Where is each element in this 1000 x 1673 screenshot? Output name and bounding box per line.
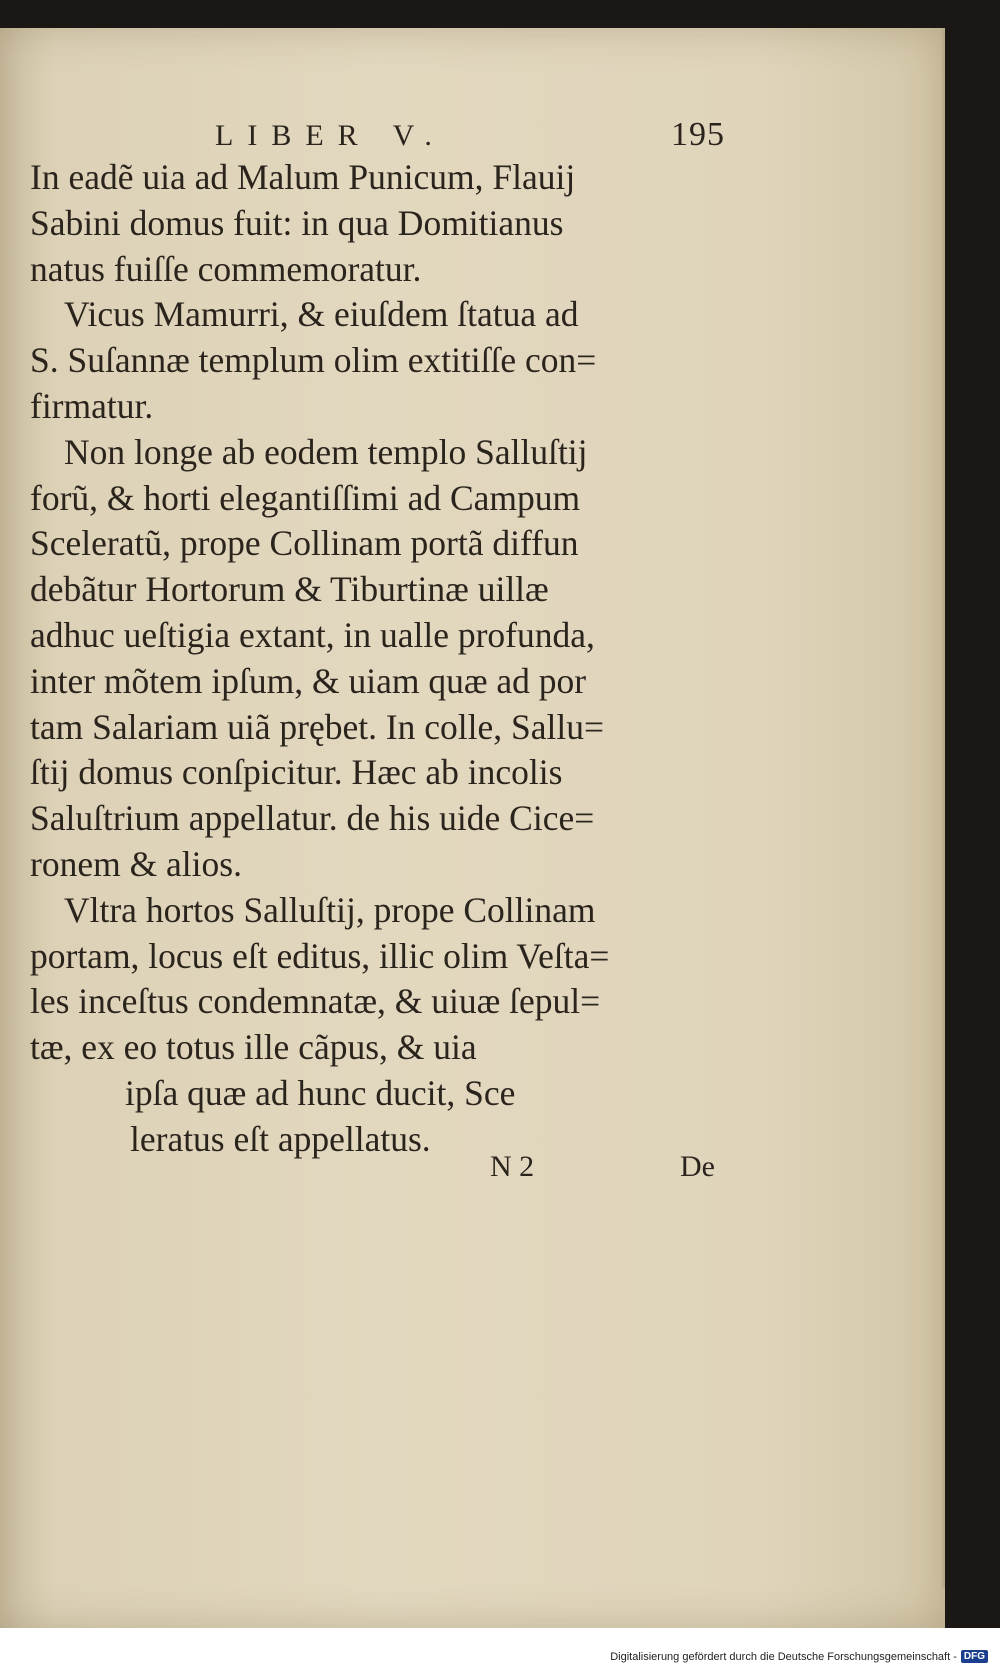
text-line: les inceſtus condemnatæ, & uiuæ ſepul= [30,981,601,1022]
text-line: Vltra hortos Salluſtij, prope Collinam [64,889,596,930]
text-line: Sabini domus fuit: in qua Domitianus [30,202,564,243]
digitization-credit [610,1650,988,1663]
text-line: Non longe ab eodem templo Salluſtij [64,431,588,472]
page-edge [942,28,945,1588]
running-head: LIBER V. [215,119,446,152]
text-line: leratus eſt appellatus. [130,1118,431,1159]
text-line: ronem & alios. [30,843,242,884]
paragraph-1 [30,155,720,292]
text-line: In eadẽ uia ad Malum Punicum, Flauij [30,157,576,197]
text-line: S. Suſannæ templum olim extitiſſe con= [30,340,597,381]
text-line: Sceleratũ, prope Collinam portã diffun [30,523,579,564]
paragraph-2 [30,292,720,429]
text-line: inter mõtem ipſum, & uiam quæ ad por [30,660,587,701]
text-line: Saluſtrium appellatur. de his uide Cice= [30,798,595,839]
text-line: ipſa quæ ad hunc ducit, Sce [125,1072,516,1113]
catchword: De [680,1150,715,1183]
text-line: portam, locus eſt editus, illic olim Veſta= [30,935,610,976]
catchword-line [490,1150,715,1184]
paragraph-3 [30,430,720,888]
text-line: Vicus Mamurri, & eiuſdem ſtatua ad [64,294,579,335]
paragraph-4 [30,888,720,1163]
text-line: firmatur. [30,385,154,426]
text-line: ſtij domus conſpicitur. Hæc ab incolis [30,752,563,793]
credit-text: Digitalisierung gefördert durch die Deutsche Forschungsgemeinschaft - [610,1650,957,1663]
dfg-logo: DFG [961,1650,988,1663]
signature-mark: N 2 [490,1150,535,1183]
page-header [215,116,725,154]
text-line: tam Salariam uiã prębet. In colle, Sallu= [30,706,605,747]
text-line: debãtur Hortorum & Tiburtinæ uillæ [30,569,549,610]
body-text [30,155,720,1163]
text-line: tæ, ex eo totus ille cãpus, & uia [30,1027,477,1068]
text-line: forũ, & horti elegantiſſimi ad Campum [30,477,581,518]
text-line: natus fuiſſe commemoratur. [30,248,422,289]
page-number: 195 [671,116,725,153]
text-line: adhuc ueſtigia extant, in ualle profunda, [30,614,595,655]
